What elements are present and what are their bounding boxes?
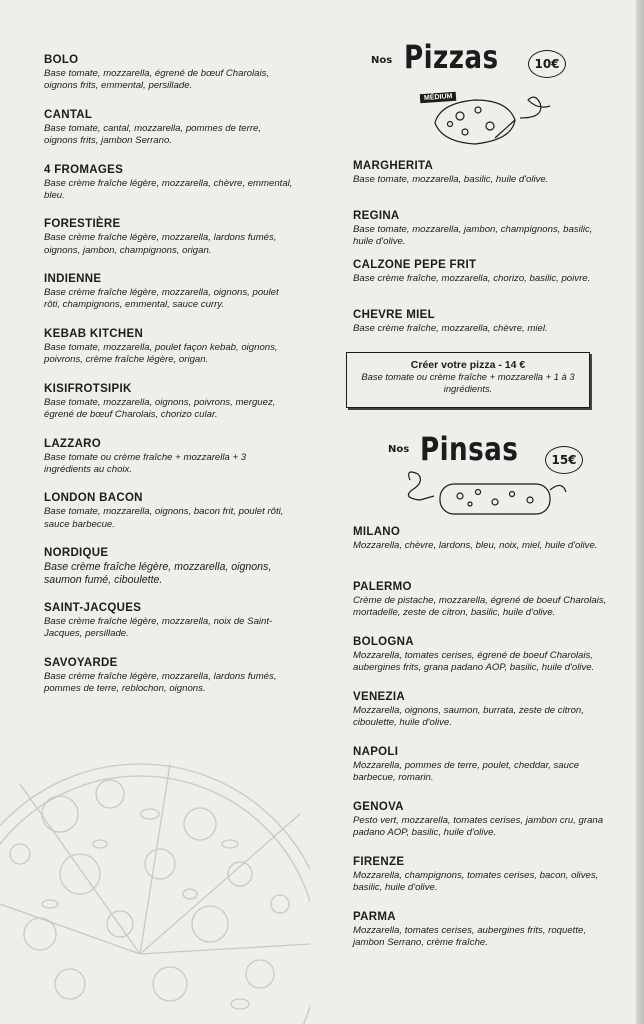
item-name: 4 FROMAGES: [44, 163, 124, 176]
menu-item: [44, 438, 294, 493]
item-description: Base tomate ou crème fraîche + mozzarella + 3 ingrédients au choix.: [44, 451, 247, 475]
item-name: LONDON BACON: [44, 492, 143, 505]
create-pizza-title: Créer votre pizza - 14 €: [410, 359, 526, 371]
item-name: LAZZARO: [44, 437, 102, 450]
menu-item: [353, 911, 615, 966]
item-name: BOLOGNA: [353, 636, 414, 648]
menu-item: [353, 526, 615, 581]
item-description: Mozzarella, champignons, tomates cerises, bacon, olives, basilic, huile d'olive.: [353, 870, 599, 894]
item-description: Mozzarella, tomates cerises, aubergines frits, roquette, jambon Serrano, crème fraîche.: [353, 925, 587, 949]
create-your-pizza-box: [346, 352, 590, 408]
item-description: Pesto vert, mozzarella, tomates cerises, jambon cru, grana padano AOP, basilic, huile d'olive.: [353, 815, 604, 839]
menu-item: [44, 54, 294, 109]
item-name: KEBAB KITCHEN: [44, 327, 144, 340]
item-description: Mozzarella, chèvre, lardons, bleu, noix, miel, huile d'olive.: [353, 540, 598, 551]
item-name: MARGHERITA: [353, 160, 434, 172]
item-description: Base crème fraîche légère, mozzarella, noix de Saint-Jacques, persillade.: [44, 615, 273, 640]
item-description: Mozzarella, oignons, saumon, burrata, zeste de citron, ciboulette, huile d'olive.: [353, 705, 584, 729]
item-description: Base crème fraîche, mozzarella, chorizo, basilic, poivre.: [353, 273, 591, 284]
menu-item: [353, 636, 615, 691]
menu-item: [44, 383, 294, 438]
pizzas-price-badge: 10€: [528, 50, 566, 78]
item-description: Base crème fraîche légère, mozzarella, chèvre, emmental, bleu.: [44, 177, 293, 201]
menu-item: [44, 602, 294, 657]
item-description: Base tomate, mozzarella, basilic, huile d'olive.: [353, 174, 549, 185]
item-name: BOLO: [44, 54, 79, 66]
menu-item: [353, 309, 615, 359]
item-description: Base tomate, mozzarella, jambon, champignons, basilic, huile d'olive.: [353, 223, 593, 247]
pizzas-title: Pizzas: [404, 38, 499, 76]
item-description: Mozzarella, pommes de terre, poulet, cheddar, sauce barbecue, romarin.: [353, 760, 580, 784]
menu-item: [44, 328, 294, 383]
item-name: VENEZIA: [353, 691, 405, 703]
pizza-sketch-background: [0, 754, 310, 1024]
menu-item: [44, 547, 294, 602]
item-description: Crème de pistache, mozzarella, égrené de boeuf Charolais, mortadelle, zeste de citron, basilic, huile d'olive.: [353, 595, 607, 619]
pinsas-nos-label: Nos: [388, 444, 410, 455]
menu-item: [353, 746, 615, 801]
pizza-drawing-icon: [420, 88, 570, 158]
item-name: PALERMO: [353, 581, 412, 593]
menu-item: [353, 856, 615, 911]
item-description: Base tomate, mozzarella, oignons, bacon frit, poulet rôti, sauce barbecue.: [44, 506, 284, 530]
item-description: Base tomate, mozzarella, égrené de bœuf Charolais, oignons frits, emmental, persillade.: [44, 68, 270, 92]
item-description: Base crème fraîche légère, mozzarella, lardons fumés, oignons, jambon, champignons, origan.: [44, 232, 277, 256]
menu-item: [44, 492, 294, 547]
menu-item: [44, 657, 294, 712]
item-name: NORDIQUE: [44, 547, 109, 560]
item-name: REGINA: [353, 209, 400, 222]
create-pizza-description: Base tomate ou crème fraîche + mozzarella + 1 à 3 ingrédients.: [361, 371, 575, 394]
page-edge: [636, 0, 644, 1024]
item-description: Base crème fraîche légère, mozzarella, oignons, poulet rôti, champignons, emmental, sauce curry.: [44, 287, 279, 311]
item-description: Base tomate, mozzarella, poulet façon kebab, oignons, poivrons, crème fraîche légère, origan.: [44, 341, 278, 366]
menu-item: [353, 801, 615, 856]
item-description: Base tomate, cantal, mozzarella, pommes de terre, oignons frits, jambon Serrano.: [44, 122, 262, 146]
menu-item: [44, 273, 294, 328]
item-name: CALZONE PEPE FRIT: [353, 259, 477, 271]
menu-item: [44, 218, 294, 273]
item-description: Base crème fraîche, mozzarella, chèvre, miel.: [353, 322, 548, 334]
item-name: CHEVRE MIEL: [353, 308, 435, 321]
menu-item: [353, 160, 615, 210]
medium-size-tag: MÉDIUM: [420, 92, 457, 104]
pinsas-list: [353, 526, 615, 966]
menu-item: [44, 164, 294, 219]
menu-item: [353, 691, 615, 746]
menu-item: [353, 581, 615, 636]
pizzas-nos-label: Nos: [371, 55, 393, 66]
item-name: GENOVA: [353, 801, 404, 813]
menu-item: [44, 109, 294, 164]
menu-item: [353, 210, 615, 260]
left-menu-column: [44, 54, 294, 712]
pinsas-price-badge: 15€: [545, 446, 583, 474]
item-name: FORESTIÈRE: [44, 218, 121, 231]
item-name: KISIFROTSIPIK: [44, 382, 132, 395]
item-name: FIRENZE: [353, 856, 405, 868]
item-name: SAVOYARDE: [44, 656, 118, 669]
item-name: INDIENNE: [44, 273, 102, 286]
item-description: Mozzarella, tomates cerises, égrené de boeuf Charolais, aubergines frits, grana padano AOP, basilic, huile d'olive.: [353, 650, 595, 674]
item-name: MILANO: [353, 526, 401, 538]
item-description: Base crème fraîche légère, mozzarella, lardons fumés, pommes de terre, reblochon, oignons.: [44, 670, 277, 694]
item-name: SAINT-JACQUES: [44, 601, 142, 614]
item-name: PARMA: [353, 911, 396, 923]
pizzas-list: [353, 160, 615, 358]
pinsa-drawing-icon: [390, 470, 570, 520]
pinsas-title: Pinsas: [420, 430, 519, 468]
item-description: Base tomate, mozzarella, oignons, poivrons, merguez, égrené de bœuf Charolais, chorizo cular.: [44, 396, 276, 420]
item-name: NAPOLI: [353, 746, 399, 758]
menu-item: [353, 259, 615, 309]
item-description: Base crème fraîche légère, mozzarella, oignons, saumon fumé, ciboulette.: [44, 561, 272, 587]
item-name: CANTAL: [44, 108, 93, 121]
